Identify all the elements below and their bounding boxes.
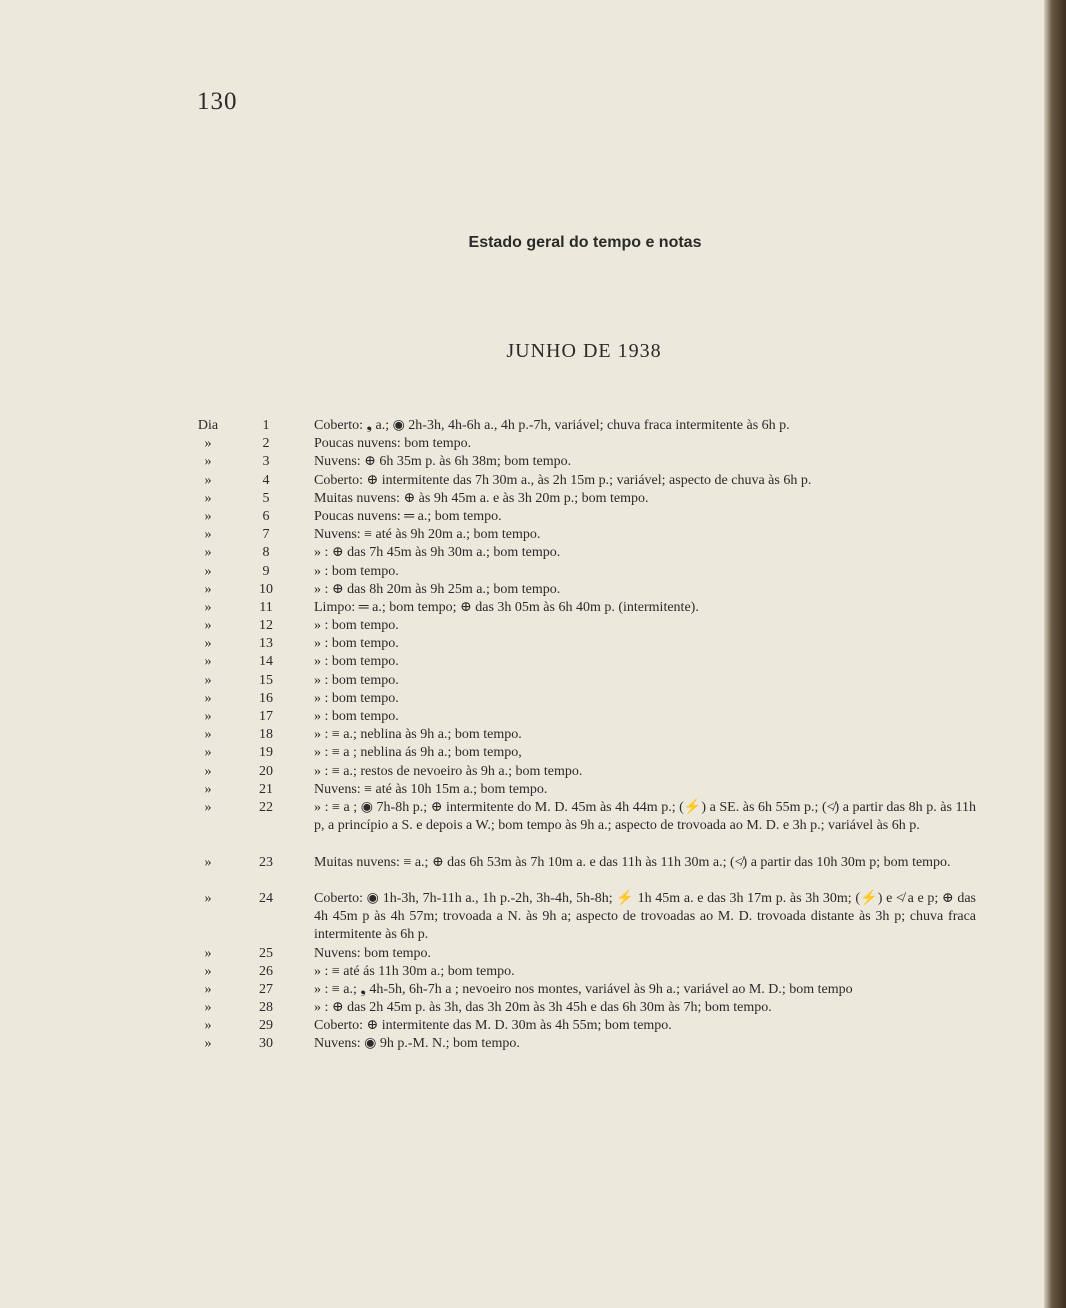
entry-label: » <box>204 545 212 561</box>
entry-row <box>0 799 1066 854</box>
entry-text: » : bom tempo. <box>314 709 399 724</box>
entry-label: » <box>204 563 212 579</box>
entry-label: » <box>204 472 212 488</box>
entry-day: 17 <box>259 709 273 724</box>
entry-day: 29 <box>259 1018 273 1034</box>
entry-label: » <box>204 799 212 815</box>
entry-day: 18 <box>259 727 273 743</box>
entry-text: » : bom tempo. <box>314 690 399 706</box>
entry-text: » : ⊕ das 7h 45m às 9h 30m a.; bom tempo. <box>314 545 561 561</box>
entry-label: » <box>204 763 212 779</box>
entry-text: Limpo: ═ a.; bom tempo; ⊕ das 3h 05m às 6h 40m p. (intermitente). <box>314 599 699 615</box>
entry-row <box>0 508 1066 526</box>
entry-text: Nuvens: ≡ até às 9h 20m a.; bom tempo. <box>314 527 541 543</box>
entry-day: 26 <box>259 963 273 979</box>
entry-label: » <box>204 1036 212 1052</box>
entry-day: 15 <box>259 672 273 688</box>
entry-text: Nuvens: ◉ 9h p.-M. N.; bom tempo. <box>314 1036 520 1052</box>
entry-row <box>0 672 1066 690</box>
entry-row <box>0 490 1066 508</box>
entry-text: Muitas nuvens: ≡ a.; ⊕ das 6h 53m às 7h 10m a. e das 11h às 11h 30m a.; (≮) a partir das 10h 30m p; bom tempo. <box>314 854 951 870</box>
entry-text: » : ≡ a.; ❟ 4h-5h, 6h-7h a ; nevoeiro nos montes, variável às 9h a.; variável ao M. D.; bom tempo <box>314 981 853 997</box>
entry-label: » <box>204 690 212 706</box>
entry-label: » <box>204 945 212 961</box>
entry-row <box>0 854 1066 890</box>
entry-day: 20 <box>259 763 273 779</box>
entry-text: » : bom tempo. <box>314 636 399 652</box>
entry-row <box>0 599 1066 617</box>
entry-day: 21 <box>259 781 273 797</box>
entry-text: Coberto: ❟ a.; ◉ 2h-3h, 4h-6h a., 4h p.-7h, variável; chuva fraca intermitente às 6h p. <box>314 418 790 433</box>
entry-label: » <box>204 745 212 761</box>
entry-day: 19 <box>259 745 273 761</box>
entry-day: 4 <box>262 472 270 488</box>
entry-day: 14 <box>259 654 273 670</box>
page-number: 130 <box>197 88 238 115</box>
entry-label: » <box>204 981 212 997</box>
entry-label: » <box>204 1000 212 1016</box>
entry-label: » <box>204 890 212 906</box>
entry-label: » <box>204 727 212 743</box>
entry-label: » <box>204 963 212 979</box>
entry-row <box>0 708 1066 726</box>
section-title: Estado geral do tempo e notas <box>468 234 702 251</box>
entry-label: » <box>204 636 212 652</box>
entry-row <box>0 581 1066 599</box>
weather-entries-list <box>0 417 1066 1054</box>
entry-label: » <box>204 781 212 797</box>
entry-text: » : bom tempo. <box>314 618 399 634</box>
entry-day: 25 <box>259 945 273 961</box>
entry-row <box>0 544 1066 562</box>
entry-row <box>0 653 1066 671</box>
entry-label: Dia <box>197 418 219 433</box>
entry-row <box>0 999 1066 1017</box>
entry-day: 2 <box>262 436 270 452</box>
entry-label: » <box>204 436 212 452</box>
entry-day: 10 <box>259 581 273 597</box>
entry-row <box>0 526 1066 544</box>
entry-row <box>0 744 1066 762</box>
entry-text: » : ⊕ das 2h 45m p. às 3h, das 3h 20m às 3h 45h e das 6h 30m às 7h; bom tempo. <box>314 1000 772 1016</box>
entry-text: » : ⊕ das 8h 20m às 9h 25m a.; bom tempo. <box>314 581 561 597</box>
entry-text: Poucas nuvens: bom tempo. <box>314 436 472 452</box>
entry-label: » <box>204 581 212 597</box>
month-title: JUNHO DE 1938 <box>506 340 662 362</box>
entry-text: Nuvens: ≡ até às 10h 15m a.; bom tempo. <box>314 781 548 797</box>
entry-day: 6 <box>262 508 270 524</box>
entry-row <box>0 472 1066 490</box>
entry-day: 22 <box>259 799 273 815</box>
entry-day: 23 <box>259 854 273 870</box>
entry-label: » <box>204 854 212 870</box>
entry-text: » : ≡ a.; restos de nevoeiro às 9h a.; bom tempo. <box>314 763 583 779</box>
entry-label: » <box>204 508 212 524</box>
entry-day: 8 <box>262 545 270 561</box>
entry-day: 28 <box>259 1000 273 1016</box>
entry-text: Coberto: ◉ 1h-3h, 7h-11h a., 1h p.-2h, 3h-4h, 5h-8h; ⚡ 1h 45m a. e das 3h 17m p. às 3h 30m; (⚡) e ≮ a e p; ⊕ das 4h 45m p às 4h 57m; trovoada a N. às 9h a; aspecto de trovoadas ao M. D. trovoada distante às 3h p; chuva fraca intermitente às 6h p. <box>314 890 976 943</box>
entry-day: 9 <box>262 563 270 579</box>
entry-day: 16 <box>259 690 273 706</box>
entry-text: » : bom tempo. <box>314 654 399 670</box>
entry-row <box>0 635 1066 653</box>
entry-label: » <box>204 527 212 543</box>
entry-text: Coberto: ⊕ intermitente das M. D. 30m às 4h 55m; bom tempo. <box>314 1018 672 1034</box>
entry-text: Coberto: ⊕ intermitente das 7h 30m a., às 2h 15m p.; variável; aspecto de chuva às 6h p. <box>314 472 812 488</box>
entry-row <box>0 1035 1066 1053</box>
entry-row <box>0 690 1066 708</box>
entry-row <box>0 417 1066 435</box>
entry-text: » : ≡ a ; neblina ás 9h a.; bom tempo, <box>314 745 522 761</box>
entry-row <box>0 945 1066 963</box>
entry-row <box>0 890 1066 945</box>
entry-day: 5 <box>262 490 270 506</box>
entry-day: 24 <box>259 890 273 906</box>
entry-label: » <box>204 672 212 688</box>
entry-label: » <box>204 599 212 615</box>
entry-label: » <box>204 654 212 670</box>
entry-text: » : bom tempo. <box>314 672 399 688</box>
entry-row <box>0 763 1066 781</box>
entry-text: » : ≡ até ás 11h 30m a.; bom tempo. <box>314 963 515 979</box>
entry-row <box>0 563 1066 581</box>
entry-row <box>0 726 1066 744</box>
entry-row <box>0 435 1066 453</box>
entry-text: Muitas nuvens: ⊕ às 9h 45m a. e às 3h 20m p.; bom tempo. <box>314 490 649 506</box>
entry-text: Poucas nuvens: ═ a.; bom tempo. <box>314 508 502 524</box>
entry-label: » <box>204 709 212 724</box>
entry-text: Nuvens: ⊕ 6h 35m p. às 6h 38m; bom tempo. <box>314 454 572 470</box>
entry-label: » <box>204 618 212 634</box>
entry-day: 1 <box>262 418 270 433</box>
entry-row <box>0 781 1066 799</box>
entry-text: Nuvens: bom tempo. <box>314 945 432 961</box>
entry-label: » <box>204 490 212 506</box>
entry-text: » : bom tempo. <box>314 563 399 579</box>
entry-row <box>0 963 1066 981</box>
entry-text: » : ≡ a.; neblina às 9h a.; bom tempo. <box>314 727 522 743</box>
entry-label: » <box>204 1018 212 1034</box>
entry-day: 13 <box>259 636 273 652</box>
entry-day: 12 <box>259 618 273 634</box>
entry-row <box>0 1017 1066 1035</box>
entry-day: 3 <box>262 454 270 470</box>
entry-row <box>0 617 1066 635</box>
entry-day: 7 <box>262 527 270 543</box>
entry-row <box>0 453 1066 471</box>
entry-day: 30 <box>259 1036 273 1052</box>
entry-row <box>0 981 1066 999</box>
entry-label: » <box>204 454 212 470</box>
entry-day: 11 <box>259 599 273 615</box>
entry-day: 27 <box>259 981 273 997</box>
entry-text: » : ≡ a ; ◉ 7h-8h p.; ⊕ intermitente do M. D. 45m às 4h 44m p.; (⚡) a SE. às 6h 55m p.; (≮) a partir das 8h p. às 11h p, a princípio a S. e depois a W.; bom tempo às 9h a.; aspecto de trovoada ao M. D. e 3h p.; variável às 6h p. <box>314 799 976 834</box>
